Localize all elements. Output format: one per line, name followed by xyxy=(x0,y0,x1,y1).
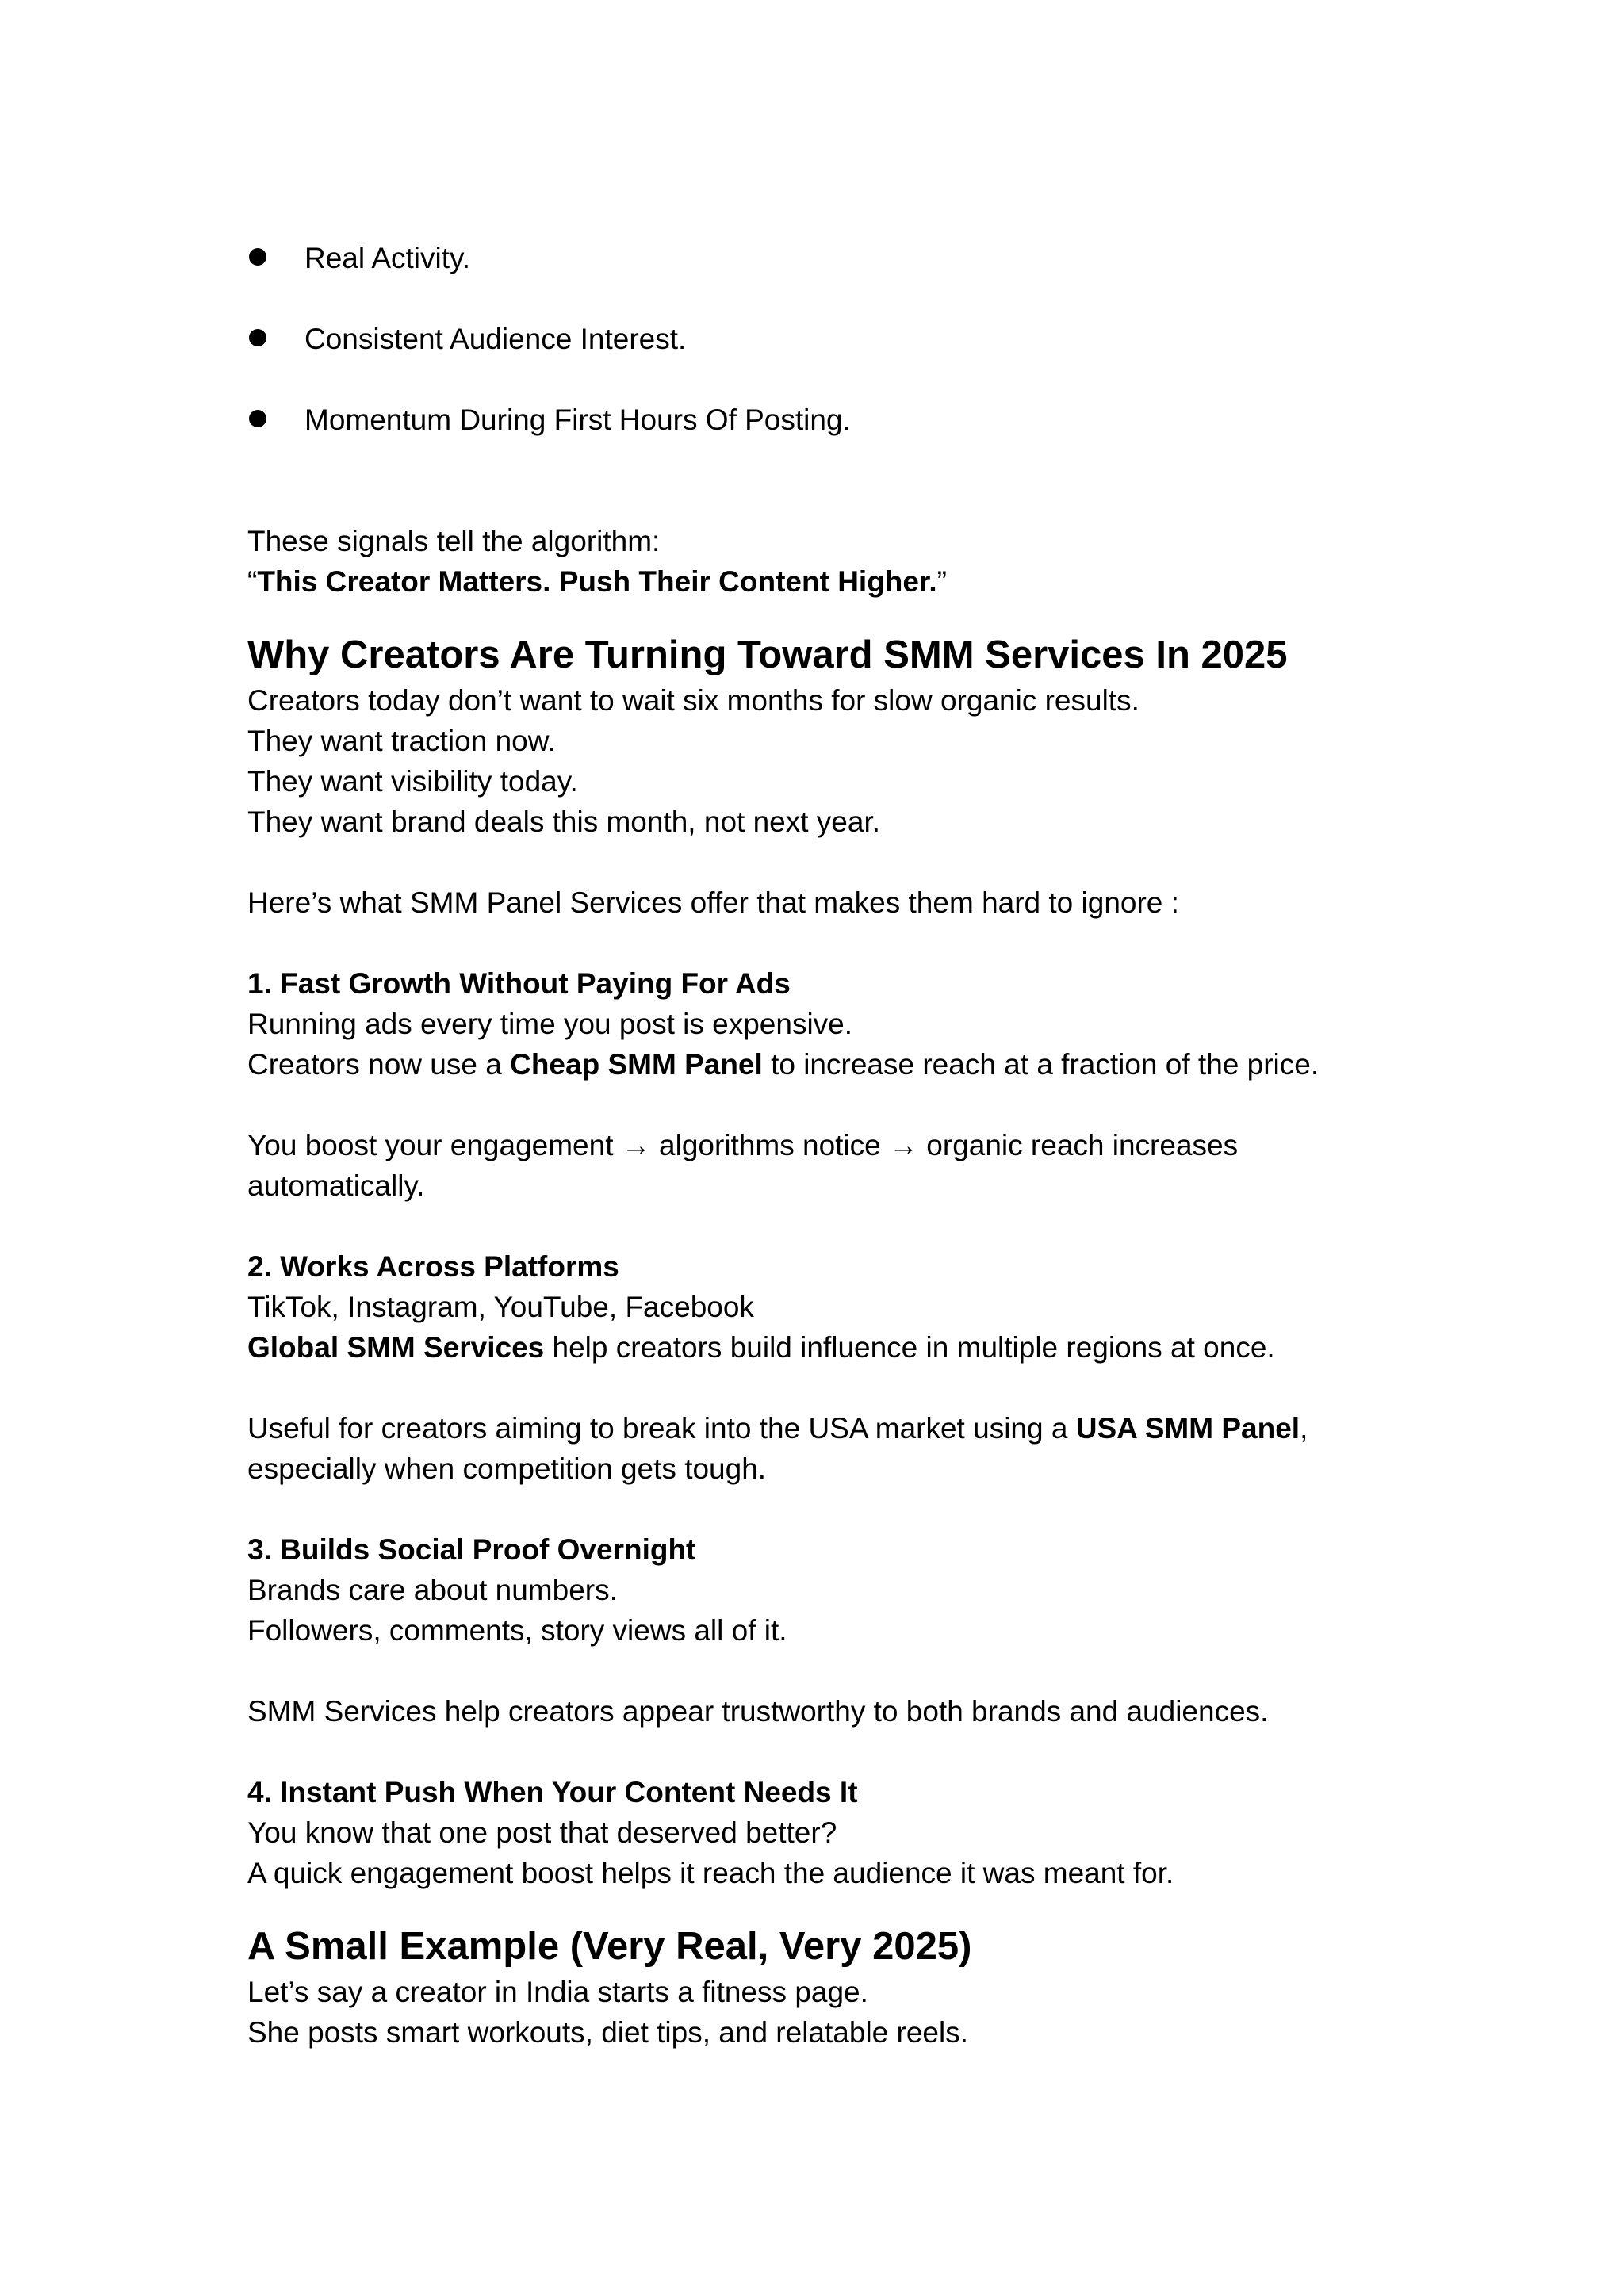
text-run: Creators now use a xyxy=(247,1048,511,1081)
paragraph-line: Creators today don’t want to wait six months for slow organic results. xyxy=(247,684,1139,717)
text-run: Useful for creators aiming to break into the USA market using a xyxy=(247,1412,1076,1445)
bullet-text: Momentum During First Hours Of Posting. xyxy=(304,404,851,436)
bullet-text: Real Activity. xyxy=(304,242,471,274)
item-title xyxy=(247,1246,1389,1287)
paragraph-line: You know that one post that deserved better? xyxy=(247,1816,837,1849)
bullet-text: Consistent Audience Interest. xyxy=(304,323,687,355)
item-title xyxy=(247,1772,1389,1812)
paragraph-line: Let’s say a creator in India starts a fitness page. xyxy=(247,1976,868,2008)
bold-run: USA SMM Panel xyxy=(1075,1412,1300,1445)
paragraph-line: They want brand deals this month, not next year. xyxy=(247,806,881,838)
bold-run: Cheap SMM Panel xyxy=(510,1048,763,1081)
paragraph-line: TikTok, Instagram, YouTube, Facebook xyxy=(247,1291,754,1323)
paragraph-line: You boost your engagement → algorithms notice → organic reach increases xyxy=(247,1129,1239,1161)
signals-quote xyxy=(247,561,1389,602)
item-title-text: 4. Instant Push When Your Content Needs It xyxy=(247,1776,858,1808)
item-title-text: 1. Fast Growth Without Paying For Ads xyxy=(247,967,791,1000)
item-title-text: 2. Works Across Platforms xyxy=(247,1250,619,1283)
paragraph-line: They want traction now. xyxy=(247,725,556,757)
section-heading: A Small Example (Very Real, Very 2025) xyxy=(247,1925,972,1968)
bullet-item xyxy=(247,238,1389,278)
paragraph-line: They want visibility today. xyxy=(247,765,578,798)
bullet-item xyxy=(247,400,1389,440)
paragraph-line: automatically. xyxy=(247,1169,425,1202)
quote-text: This Creator Matters. Push Their Content Higher. xyxy=(257,565,937,598)
paragraph-line xyxy=(247,1408,1389,1448)
paragraph-line: Followers, comments, story views all of it. xyxy=(247,1614,787,1647)
bold-run: Global SMM Services xyxy=(247,1331,545,1364)
quote-mark: ” xyxy=(936,565,947,598)
bullet-item xyxy=(247,319,1389,359)
document-page xyxy=(247,238,1389,2053)
paragraph-line: Brands care about numbers. xyxy=(247,1574,618,1606)
paragraph-line: She posts smart workouts, diet tips, and relatable reels. xyxy=(247,2016,968,2049)
text-run: to increase reach at a fraction of the price. xyxy=(762,1048,1320,1081)
text-run: , xyxy=(1300,1412,1308,1445)
paragraph-line: especially when competition gets tough. xyxy=(247,1452,767,1485)
section-heading: Why Creators Are Turning Toward SMM Services In 2025 xyxy=(247,633,1288,676)
bullet-dot-icon xyxy=(249,329,266,346)
paragraph-line xyxy=(247,1044,1389,1085)
item-title xyxy=(247,963,1389,1004)
quote-mark: “ xyxy=(247,565,258,598)
paragraph-line: Here’s what SMM Panel Services offer that makes them hard to ignore : xyxy=(247,886,1179,919)
signals-intro: These signals tell the algorithm: xyxy=(247,525,661,557)
item-title xyxy=(247,1529,1389,1570)
paragraph-line: Running ads every time you post is expensive. xyxy=(247,1008,853,1040)
bullet-dot-icon xyxy=(249,248,266,266)
bullet-dot-icon xyxy=(249,410,266,427)
paragraph-line xyxy=(247,1327,1389,1368)
paragraph-line: A quick engagement boost helps it reach the audience it was meant for. xyxy=(247,1857,1174,1889)
item-title-text: 3. Builds Social Proof Overnight xyxy=(247,1533,696,1566)
paragraph-line: SMM Services help creators appear trustworthy to both brands and audiences. xyxy=(247,1695,1269,1728)
text-run: help creators build influence in multiple regions at once. xyxy=(544,1331,1275,1364)
